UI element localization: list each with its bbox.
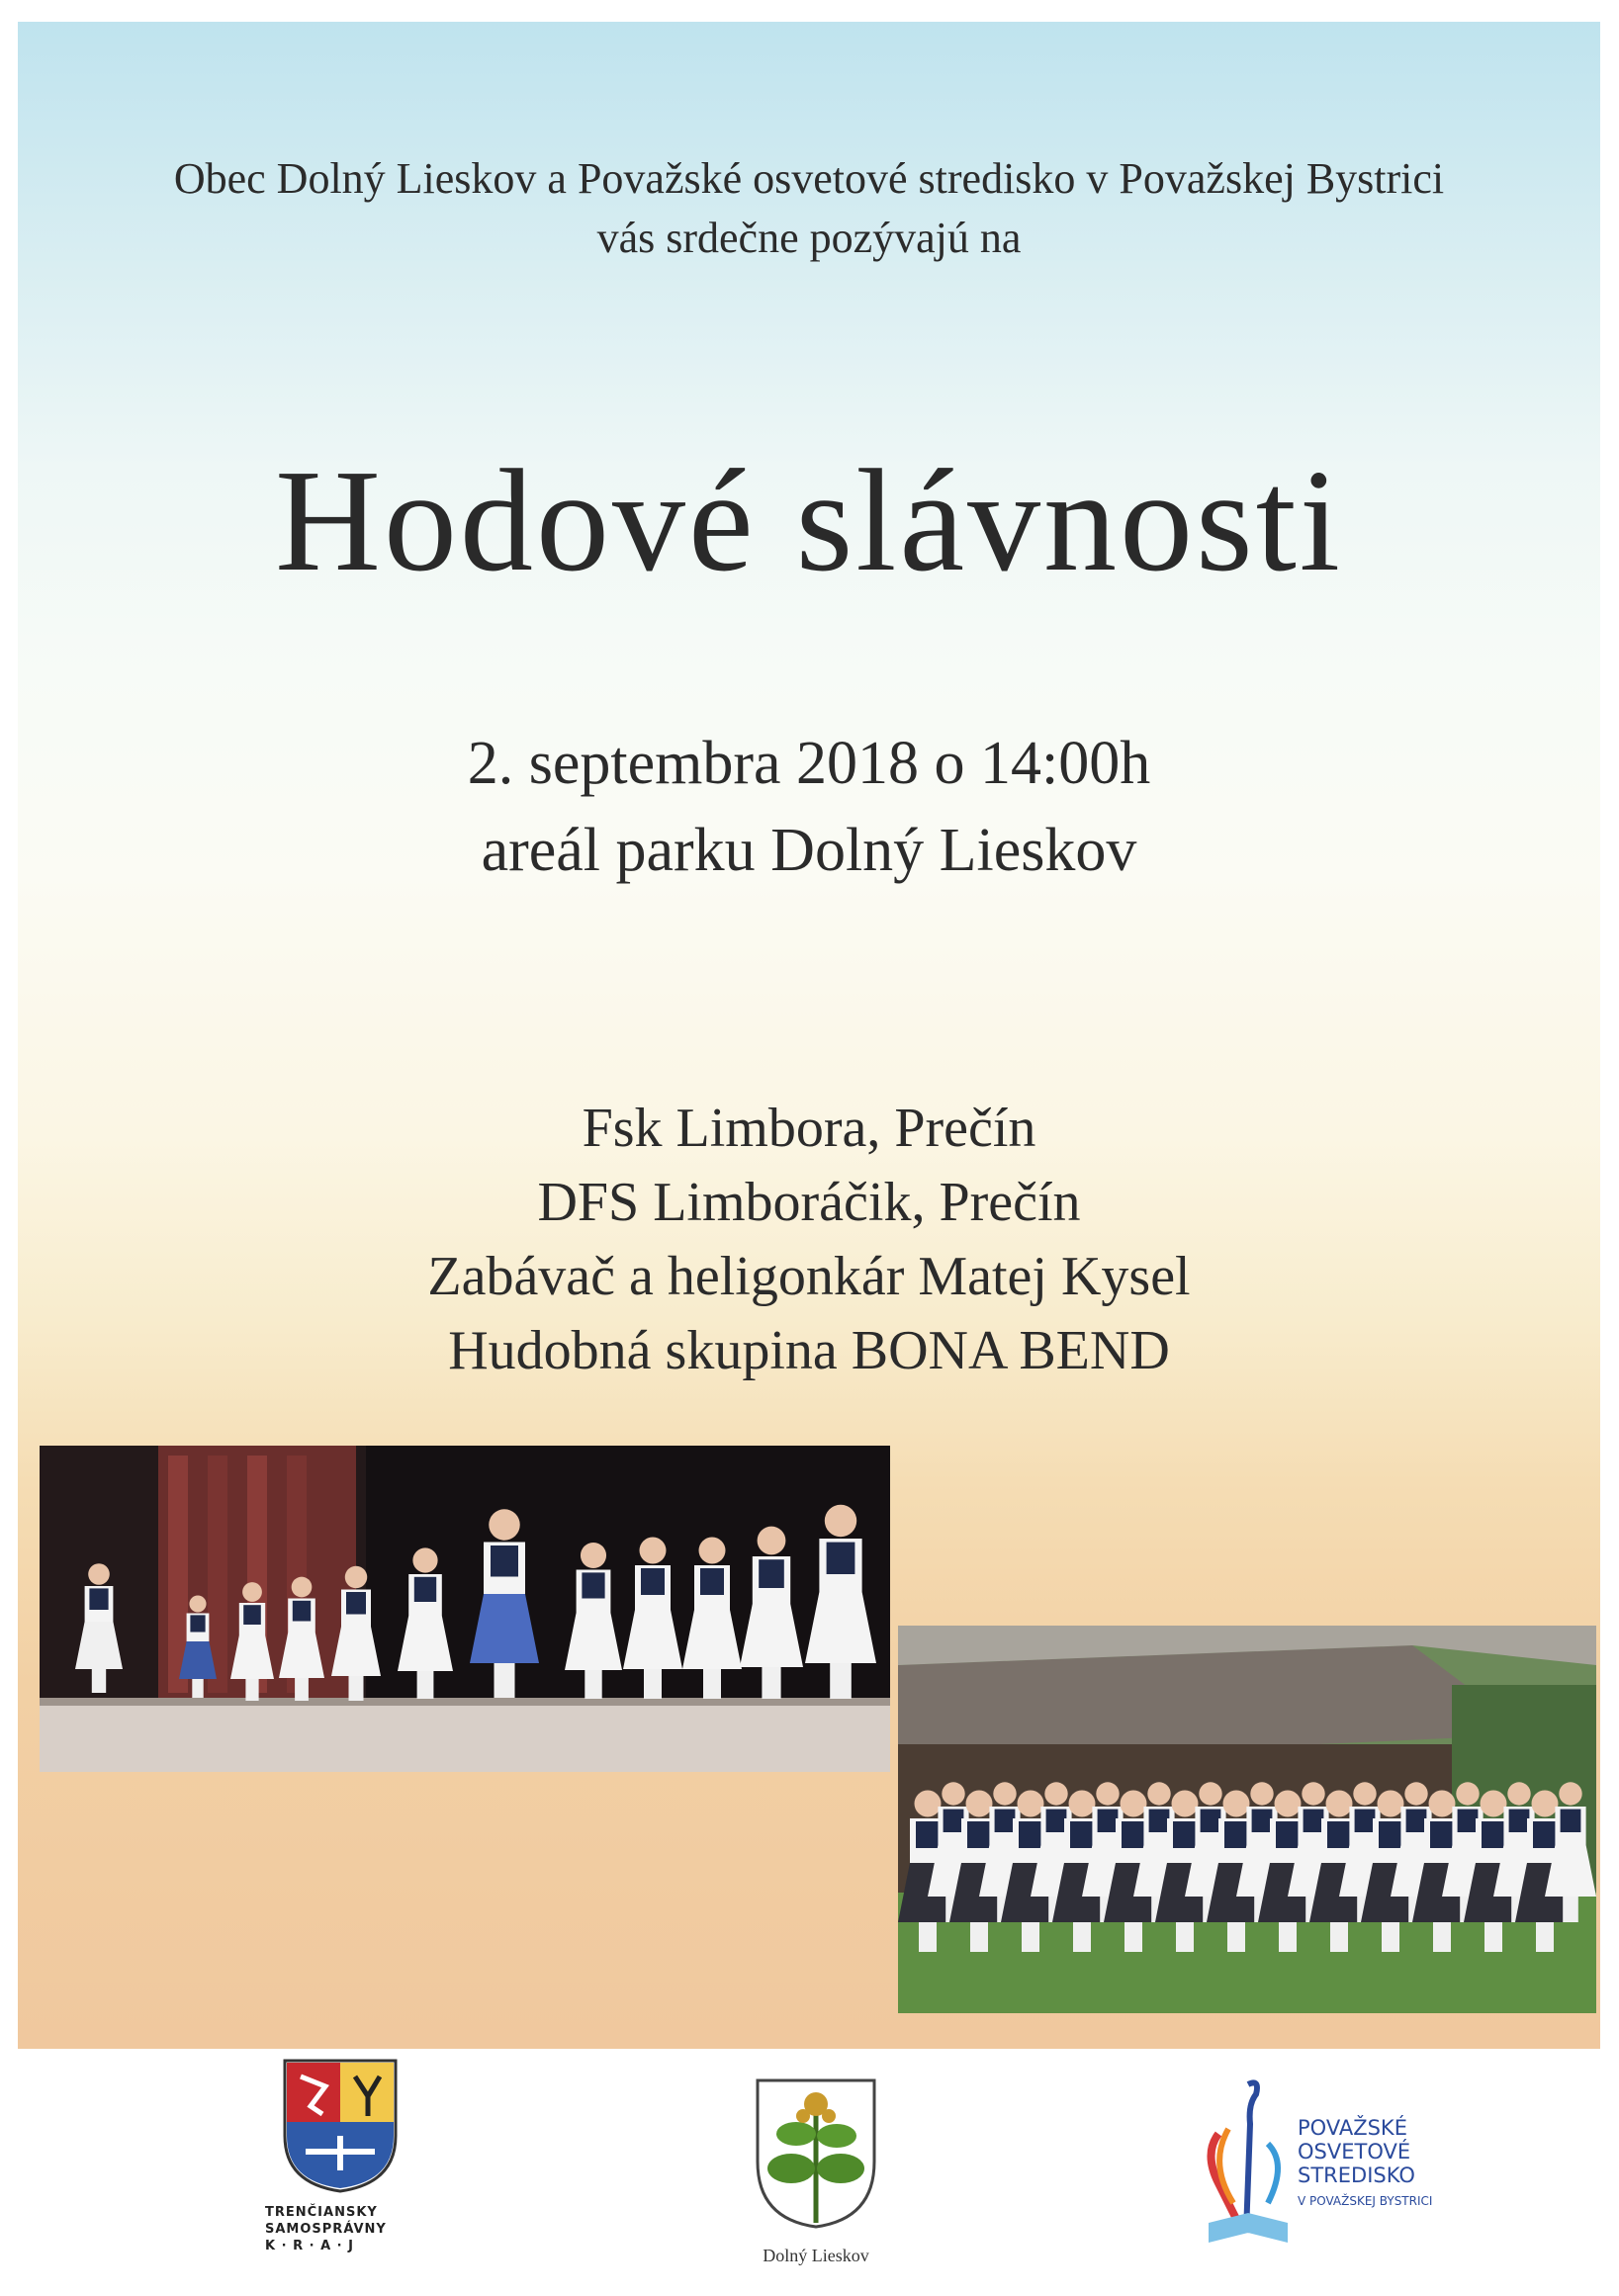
dolny-lieskov-coat-of-arms — [732, 2075, 900, 2272]
event-place: areál parku Dolný Lieskov — [481, 817, 1137, 884]
kraj-logo-text: SAMOSPRÁVNY — [265, 2222, 387, 2237]
kraj-logo-text: K · R · A · J — [265, 2239, 354, 2253]
event-date: 2. septembra 2018 o 14:00h — [467, 730, 1151, 797]
pos-logo-text: STREDISKO — [1298, 2164, 1415, 2187]
pos-logo-text: OSVETOVÉ — [1298, 2140, 1411, 2164]
invitation-line: vás srdečne pozývajú na — [596, 214, 1022, 262]
event-title: Hodové slávnosti — [275, 440, 1343, 602]
povazske-osvetove-stredisko-logo — [1199, 2075, 1456, 2272]
folk-group-photo — [898, 1626, 1596, 2013]
performer-item: Fsk Limbora, Prečín — [582, 1098, 1036, 1159]
performer-item: DFS Limboráčik, Prečín — [537, 1172, 1081, 1233]
pos-logo-text: POVAŽSKÉ — [1298, 2116, 1407, 2140]
stage-dancers-photo — [40, 1446, 890, 1772]
dolny-lieskov-caption: Dolný Lieskov — [763, 2246, 869, 2265]
organizers-line: Obec Dolný Lieskov a Považské osvetové stredisko v Považskej Bystrici — [173, 154, 1445, 203]
trenciansky-kraj-logo — [265, 2057, 433, 2264]
pos-logo-text: V POVAŽSKEJ BYSTRICI — [1298, 2194, 1433, 2208]
poster-background — [18, 22, 1600, 2049]
performer-item: Zabávač a heligonkár Matej Kysel — [427, 1246, 1191, 1307]
performer-item: Hudobná skupina BONA BEND — [448, 1320, 1170, 1381]
kraj-logo-text: TRENČIANSKY — [265, 2205, 378, 2220]
